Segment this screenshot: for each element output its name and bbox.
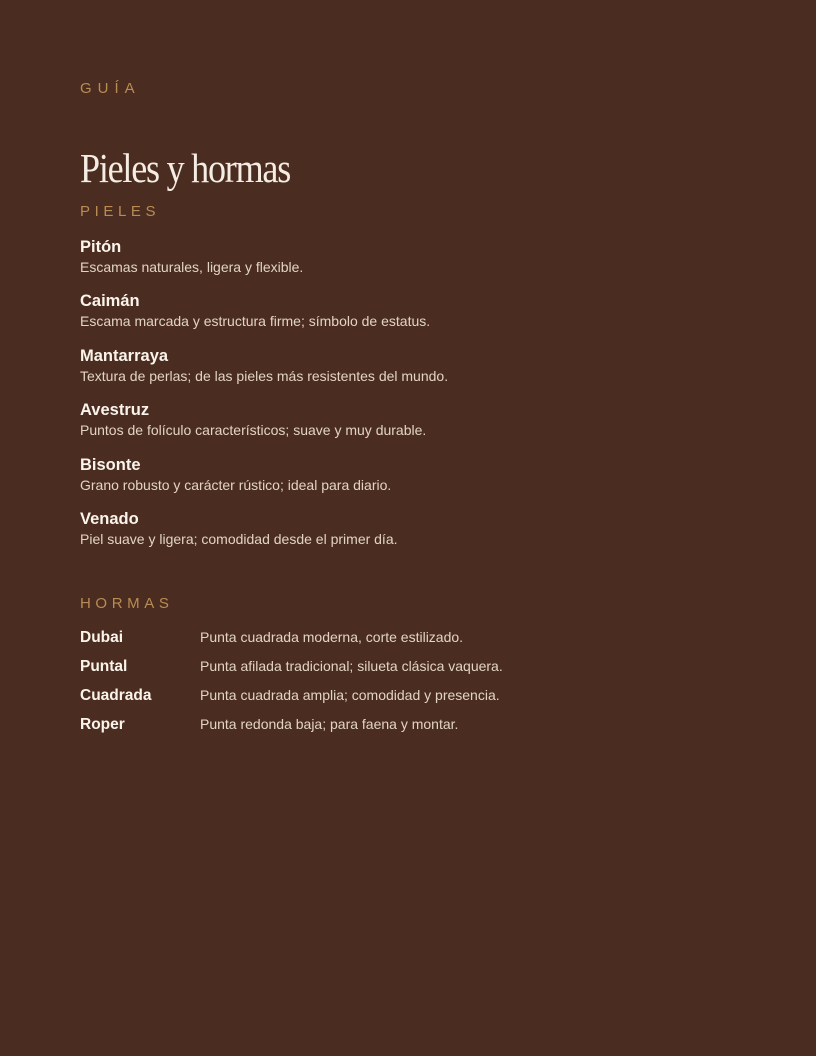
list-item: [80, 401, 720, 455]
last-name: Roper: [80, 716, 125, 733]
skin-name: Caimán: [80, 292, 140, 311]
table-row: [80, 628, 720, 657]
last-description: Punta cuadrada moderna, corte estilizado.: [200, 629, 464, 645]
section-label-hormas: HORMAS: [80, 595, 174, 612]
section-label-pieles: PIELES: [80, 203, 161, 220]
skin-name: Pitón: [80, 238, 122, 256]
list-item: [80, 238, 720, 292]
list-item: [80, 292, 720, 346]
table-row: [80, 715, 720, 744]
skin-description: Textura de perlas; de las pieles más resistentes del mundo.: [80, 367, 449, 384]
skin-description: Escamas naturales, ligera y flexible.: [80, 259, 304, 275]
skin-name: Mantarraya: [80, 346, 169, 365]
skin-description: Grano robusto y carácter rústico; ideal para diario.: [80, 476, 392, 493]
eyebrow-label: GUÍA: [80, 80, 141, 97]
list-item: [80, 347, 720, 401]
last-description: Punta redonda baja; para faena y montar.: [200, 716, 459, 732]
skins-list: [80, 238, 720, 564]
list-item: [80, 510, 720, 564]
skin-name: Avestruz: [80, 401, 150, 420]
skin-name: Bisonte: [80, 455, 141, 474]
list-item: [80, 456, 720, 510]
lasts-list: [80, 628, 720, 744]
skin-description: Escama marcada y estructura firme; símbolo de estatus.: [80, 313, 431, 330]
skin-description: Piel suave y ligera; comodidad desde el primer día.: [80, 530, 398, 547]
skin-description: Puntos de folículo característicos; suave y muy durable.: [80, 422, 427, 439]
skin-name: Venado: [80, 509, 139, 528]
last-description: Punta afilada tradicional; silueta clásica vaquera.: [200, 658, 503, 674]
last-name: Puntal: [80, 658, 128, 675]
last-name: Cuadrada: [80, 687, 152, 704]
page-title: Pieles y hormas: [80, 145, 291, 192]
table-row: [80, 686, 720, 715]
last-name: Dubai: [80, 629, 124, 646]
table-row: [80, 657, 720, 686]
last-description: Punta cuadrada amplia; comodidad y presencia.: [200, 687, 500, 703]
